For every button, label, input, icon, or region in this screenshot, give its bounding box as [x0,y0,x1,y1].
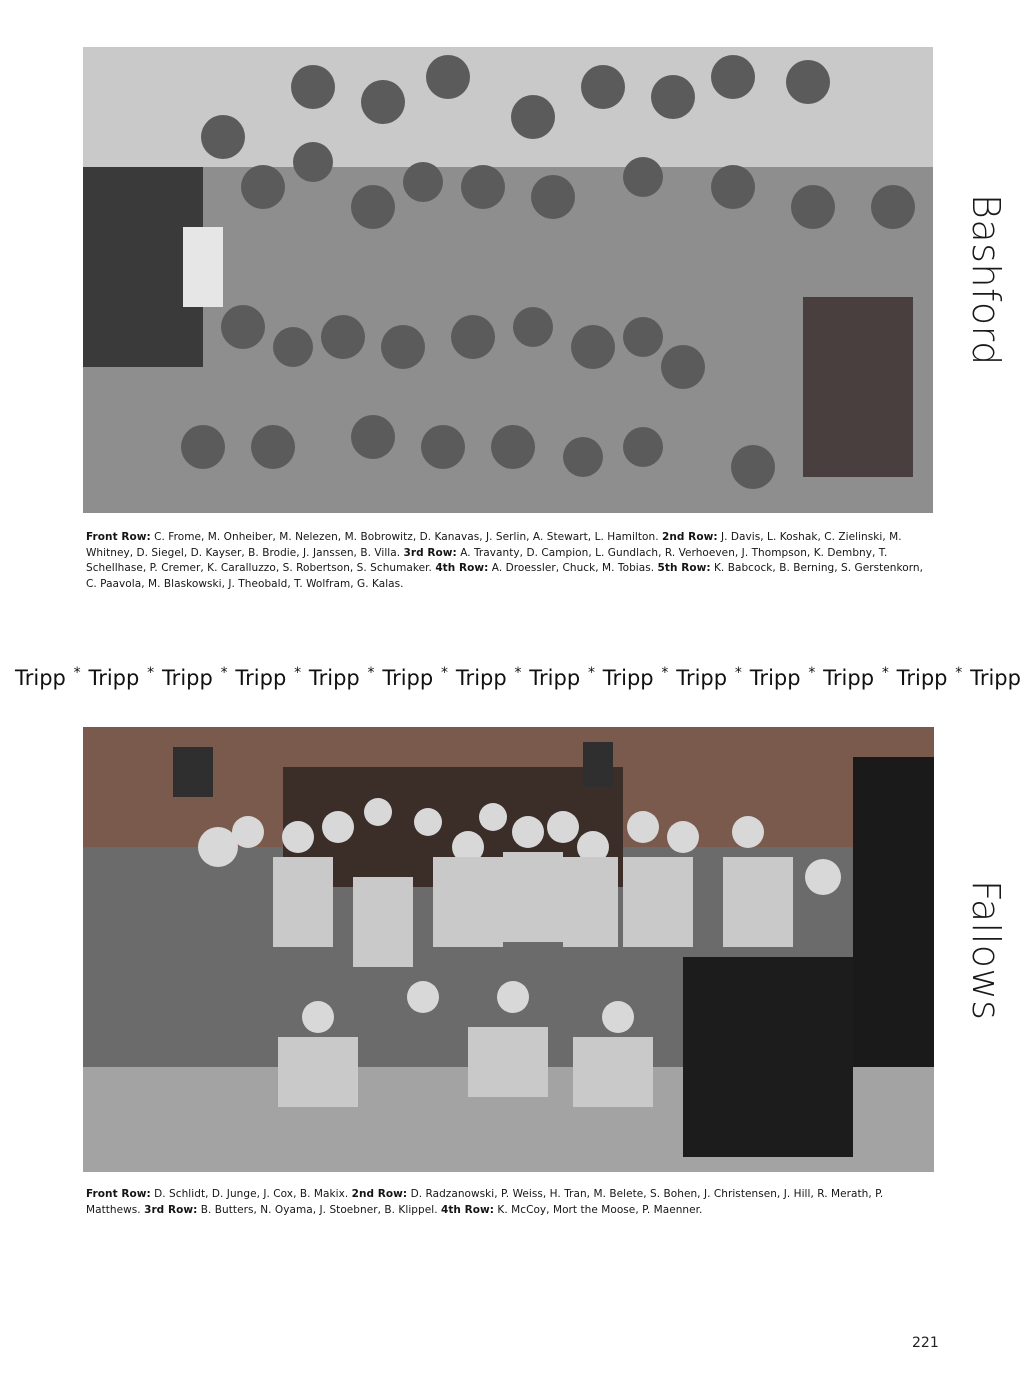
banner-separator: * [881,665,889,681]
banner-separator: * [955,665,963,681]
banner-separator: * [147,665,155,681]
banner-word: Tripp [749,666,801,690]
caption-row-label: 2nd Row: [662,531,718,543]
banner-word: Tripp [382,666,434,690]
caption-row-names: D. Radzanowski, P. Weiss, H. Tran, M. Belete, S. Bohen, J. Christensen, J. Hill, R. Merath, P. Matthews. [86,1188,884,1216]
group-photo-icon [83,47,933,513]
group-photo-icon [83,727,934,1172]
bashford-group-photo [83,47,933,513]
caption-row-label: Front Row: [86,531,151,543]
banner-word: Tripp [308,666,360,690]
caption-row-label: 4th Row: [440,1203,495,1216]
banner-separator: * [661,665,669,681]
page-number: 221 [912,1335,939,1351]
caption-row-names: C. Frome, M. Onheiber, M. Nelezen, M. Bobrowitz, D. Kanavas, J. Serlin, A. Stewart, L. Hamilton. [154,531,659,543]
caption-row-names: J. Davis, L. Koshak, C. Zielinski, M. Whitney, D. Siegel, D. Kayser, B. Brodie, J. Janssen, B. Villa. [86,531,902,559]
caption-row-label: 2nd Row: [351,1188,408,1200]
caption-row-label: Front Row: [86,1188,151,1200]
caption-row-names: K. Babcock, B. Berning, S. Gerstenkorn, C. Paavola, M. Blaskowski, J. Theobald, T. Wolfram, G. Kalas. [86,562,923,590]
banner-separator: * [367,665,375,681]
caption-row-label: 4th Row: [435,562,489,575]
banner-word: Tripp [823,666,875,690]
banner-word: Tripp [235,666,287,690]
banner-word: Tripp [529,666,581,690]
caption-row-label: 3rd Row: [403,546,457,559]
side-title-bashford: Bashford [964,194,1008,366]
fallows-caption [86,1187,936,1218]
banner-separator: * [441,665,449,681]
banner-word: Tripp [161,666,213,690]
caption-row-names: A. Travanty, D. Campion, L. Gundlach, R. Verhoeven, J. Thompson, K. Dembny, T. Schellhase, P. Cremer, K. Caralluzzo, S. Robertson, S. Schumaker. [86,546,888,575]
banner-separator: * [587,665,595,681]
banner-separator: * [808,665,816,681]
banner-word: Tripp [896,666,948,690]
banner-separator: * [294,665,302,681]
caption-row-names: B. Butters, N. Oyama, J. Stoebner, B. Klippel. [200,1203,438,1216]
banner-word: Tripp [676,666,728,690]
fallows-group-photo [83,727,934,1172]
banner-word: Tripp [88,666,140,690]
banner-word: Tripp [15,666,66,690]
banner-separator: * [514,665,522,681]
caption-row-names: D. Schlidt, D. Junge, J. Cox, B. Makix. [154,1188,349,1200]
caption-row-label: 5th Row: [657,562,711,575]
banner-word: Tripp [602,666,654,690]
banner-word: Tripp [970,666,1021,690]
banner-separator: * [220,665,228,681]
caption-row-names: A. Droessler, Chuck, M. Tobias. [491,562,655,575]
bashford-caption [86,530,936,592]
caption-row-names: K. McCoy, Mort the Moose, P. Maenner. [497,1203,703,1216]
side-title-fallows: Fallows [964,880,1008,1021]
banner-separator: * [734,665,742,681]
banner-separator: * [73,665,81,681]
caption-row-label: 3rd Row: [144,1203,198,1216]
banner-word: Tripp [455,666,507,690]
tripp-banner [0,662,1033,694]
